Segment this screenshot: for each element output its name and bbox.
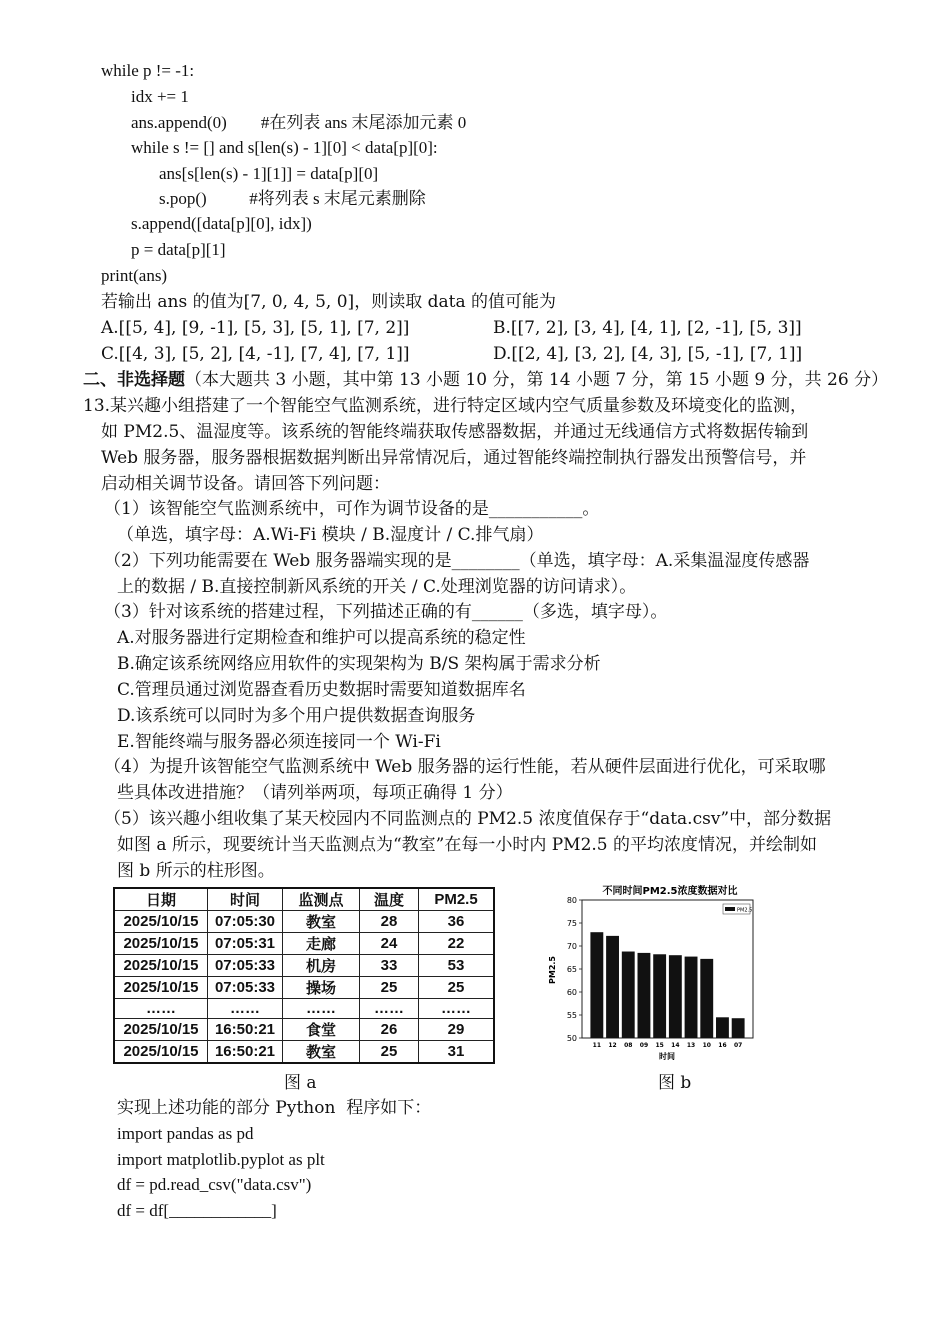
q13-part4: 些具体改进措施？（请列举两项，每项正确得 1 分） xyxy=(117,783,513,803)
table-cell: 25 xyxy=(360,977,419,999)
q13-part3-option: A.对服务器进行定期检查和维护可以提高系统的稳定性 xyxy=(117,628,526,648)
option-a: A.[[5, 4], [9, -1], [5, 3], [5, 1], [7, 2]] xyxy=(101,318,410,338)
y-tick-label: 50 xyxy=(566,1034,577,1043)
section-desc: （本大题共 3 小题，其中第 13 小题 10 分，第 14 小题 7 分，第 15 小题 9 分，共 26 分） xyxy=(185,370,889,390)
q13-part5: 图 b 所示的柱形图。 xyxy=(117,861,275,881)
x-tick-label: 09 xyxy=(639,1042,649,1049)
table-cell: …… xyxy=(419,999,495,1019)
table-cell: 2025/10/15 xyxy=(114,1019,208,1041)
question-stem: 若输出 ans 的值为[7, 0, 4, 5, 0]，则读取 data 的值可能为 xyxy=(101,292,556,312)
option-c: C.[[4, 3], [5, 2], [4, -1], [7, 4], [7, 1]] xyxy=(101,344,410,364)
table-header: 温度 xyxy=(360,888,419,911)
code-line: ans.append(0) #在列表 ans 末尾添加元素 0 xyxy=(131,113,467,132)
figure-b-caption: 图 b xyxy=(658,1073,692,1093)
code-line: df = pd.read_csv("data.csv") xyxy=(117,1175,312,1194)
q13-intro: Web 服务器，服务器根据数据判断出异常情况后，通过智能终端控制执行器发出预警信号，并 xyxy=(101,448,807,468)
y-tick-label: 55 xyxy=(566,1011,577,1020)
table-cell: 机房 xyxy=(283,955,360,977)
q13-part3-option: E.智能终端与服务器必须连接同一个 Wi-Fi xyxy=(117,732,441,752)
table-cell: 16:50:21 xyxy=(208,1041,283,1064)
bar xyxy=(638,953,651,1038)
bar xyxy=(716,1017,729,1038)
table-cell: 33 xyxy=(360,955,419,977)
q13-part1: （1）该智能空气监测系统中，可作为调节设备的是___________。 xyxy=(104,499,600,519)
bar-chart xyxy=(545,880,785,1060)
q13-intro: 13.某兴趣小组搭建了一个智能空气监测系统，进行特定区域内空气质量参数及环境变化的监测， xyxy=(83,396,808,416)
code-line: s.pop() #将列表 s 末尾元素删除 xyxy=(159,189,426,208)
table-cell: 22 xyxy=(419,933,495,955)
table-cell: 教室 xyxy=(283,911,360,933)
x-tick-label: 15 xyxy=(655,1042,664,1049)
table-cell: 07:05:33 xyxy=(208,955,283,977)
y-tick-label: 60 xyxy=(566,988,577,997)
x-tick-label: 14 xyxy=(671,1042,680,1049)
table-cell: …… xyxy=(283,999,360,1019)
table-cell: 2025/10/15 xyxy=(114,1041,208,1064)
code-line: df = df[____________] xyxy=(117,1201,277,1220)
table-cell: 2025/10/15 xyxy=(114,955,208,977)
bar xyxy=(732,1018,745,1038)
q13-part4: （4）为提升该智能空气监测系统中 Web 服务器的运行性能，若从硬件层面进行优化，可采取哪 xyxy=(104,757,826,777)
table-cell: 2025/10/15 xyxy=(114,933,208,955)
bar xyxy=(606,936,619,1038)
q13-part5: 如图 a 所示，现要统计当天监测点为“教室”在每一小时内 PM2.5 的平均浓度情况，并绘制如 xyxy=(117,835,818,855)
code-line: while p != -1: xyxy=(101,61,195,80)
table-cell: 24 xyxy=(360,933,419,955)
q13-intro: 启动相关调节设备。请回答下列问题： xyxy=(101,474,390,494)
code-line: import matplotlib.pyplot as plt xyxy=(117,1150,325,1169)
y-tick-label: 75 xyxy=(566,919,577,928)
q13-intro: 如 PM2.5、温湿度等。该系统的智能终端获取传感器数据，并通过无线通信方式将数据传输到 xyxy=(101,422,809,442)
table-cell: 26 xyxy=(360,1019,419,1041)
q13-part3-option: D.该系统可以同时为多个用户提供数据查询服务 xyxy=(117,706,476,726)
table-row xyxy=(114,1019,494,1041)
table-cell: 25 xyxy=(419,977,495,999)
x-tick-label: 12 xyxy=(608,1042,617,1049)
table-row xyxy=(114,999,494,1019)
table-cell: 28 xyxy=(360,911,419,933)
table-cell: 操场 xyxy=(283,977,360,999)
section-title: 二、非选择题 xyxy=(83,370,185,390)
table-cell: 07:05:31 xyxy=(208,933,283,955)
table-cell: 食堂 xyxy=(283,1019,360,1041)
table-header: PM2.5 xyxy=(419,888,495,911)
table-header: 监测点 xyxy=(283,888,360,911)
option-b: B.[[7, 2], [3, 4], [4, 1], [2, -1], [5, 3]] xyxy=(493,318,802,338)
code-line: s.append([data[p][0], idx]) xyxy=(131,214,312,233)
bar xyxy=(669,955,682,1038)
table-cell: 53 xyxy=(419,955,495,977)
y-tick-label: 65 xyxy=(566,965,577,974)
table-cell: 走廊 xyxy=(283,933,360,955)
x-tick-label: 08 xyxy=(624,1042,633,1049)
table-row xyxy=(114,911,494,933)
y-tick-label: 80 xyxy=(566,896,577,905)
q13-part5: （5）该兴趣小组收集了某天校园内不同监测点的 PM2.5 浓度值保存于“data.csv”中，部分数据 xyxy=(104,809,832,829)
table-header: 日期 xyxy=(114,888,208,911)
x-tick-label: 13 xyxy=(686,1042,696,1049)
table-cell: 29 xyxy=(419,1019,495,1041)
legend-swatch xyxy=(725,907,735,911)
table-cell: 16:50:21 xyxy=(208,1019,283,1041)
y-axis-label: PM2.5 xyxy=(548,956,557,984)
table-cell: 2025/10/15 xyxy=(114,977,208,999)
chart-title: 不同时间PM2.5浓度数据对比 xyxy=(602,886,738,897)
table-cell: 教室 xyxy=(283,1041,360,1064)
figure-a-caption: 图 a xyxy=(284,1073,317,1093)
bar xyxy=(685,957,698,1038)
table-cell: 36 xyxy=(419,911,495,933)
table-cell: …… xyxy=(360,999,419,1019)
x-tick-label: 07 xyxy=(733,1042,743,1049)
x-tick-label: 16 xyxy=(718,1042,727,1049)
code-line: idx += 1 xyxy=(131,87,189,106)
table-row xyxy=(114,1041,494,1064)
code-line: print(ans) xyxy=(101,266,168,285)
code-line: p = data[p][1] xyxy=(131,240,226,259)
table-cell: …… xyxy=(114,999,208,1019)
q13-part3: （3）针对该系统的搭建过程，下列描述正确的有______（多选，填字母）。 xyxy=(104,602,668,622)
code-intro: 实现上述功能的部分 Python 程序如下： xyxy=(117,1098,432,1118)
code-line: ans[s[len(s) - 1][1]] = data[p][0] xyxy=(159,164,379,183)
table-cell: 07:05:33 xyxy=(208,977,283,999)
q13-part1-options: （单选，填字母：A.Wi-Fi 模块 / B.湿度计 / C.排气扇） xyxy=(117,525,544,545)
table-header-row xyxy=(114,888,494,911)
q13-part2: 上的数据 / B.直接控制新风系统的开关 / C.处理浏览器的访问请求）。 xyxy=(117,577,637,597)
code-line: import pandas as pd xyxy=(117,1124,254,1143)
q13-part3-option: C.管理员通过浏览器查看历史数据时需要知道数据库名 xyxy=(117,680,526,700)
q13-part2: （2）下列功能需要在 Web 服务器端实现的是________（单选，填字母：A.采集温湿度传感器 xyxy=(104,551,810,571)
option-d: D.[[2, 4], [3, 2], [4, 3], [5, -1], [7, 1]] xyxy=(493,344,803,364)
q13-part3-option: B.确定该系统网络应用软件的实现架构为 B/S 架构属于需求分析 xyxy=(117,654,601,674)
table-cell: 25 xyxy=(360,1041,419,1064)
table-cell: 31 xyxy=(419,1041,495,1064)
table-row xyxy=(114,955,494,977)
table-row xyxy=(114,933,494,955)
table-cell: 07:05:30 xyxy=(208,911,283,933)
table-cell: …… xyxy=(208,999,283,1019)
x-axis-label: 时间 xyxy=(659,1052,675,1060)
bar xyxy=(622,952,635,1038)
legend-label: PM2.5 xyxy=(737,907,753,914)
x-tick-label: 11 xyxy=(592,1042,602,1049)
section-heading xyxy=(83,368,888,392)
bar xyxy=(590,932,603,1038)
y-tick-label: 70 xyxy=(566,942,577,951)
bar xyxy=(653,954,666,1038)
table-row xyxy=(114,977,494,999)
bar xyxy=(700,959,713,1038)
table-cell: 2025/10/15 xyxy=(114,911,208,933)
x-tick-label: 10 xyxy=(702,1042,711,1049)
data-table xyxy=(113,887,495,1064)
table-header: 时间 xyxy=(208,888,283,911)
code-line: while s != [] and s[len(s) - 1][0] < data[p][0]: xyxy=(131,138,438,157)
